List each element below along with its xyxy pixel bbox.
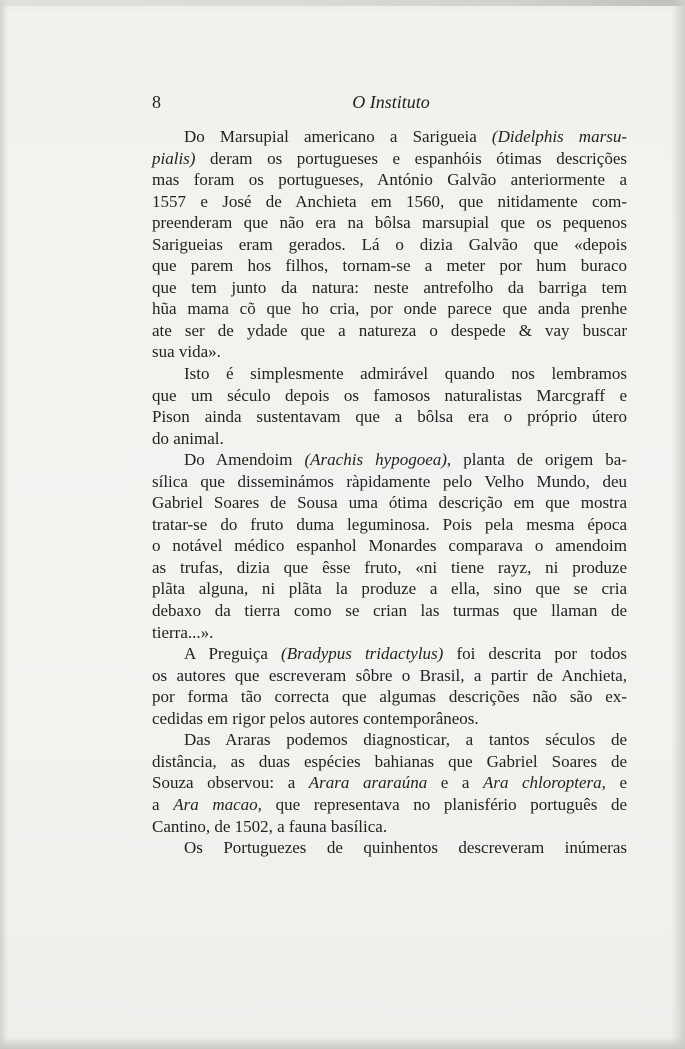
paragraph	[152, 449, 627, 643]
text-run: deram os portugueses e espanhóis ótimas descrições	[195, 148, 627, 168]
text-run: Souza observou: a	[152, 773, 309, 793]
text-run: debaxo da tierra como se crian las turmas que llaman de	[152, 601, 627, 621]
italic-text-run: (Arachis hypogoea)	[304, 450, 447, 470]
text-run: do animal.	[152, 428, 224, 448]
page-number: 8	[152, 92, 161, 112]
text-run: sílica que disseminámos ràpidamente pelo Velho Mundo, deu	[152, 471, 627, 491]
text-line	[152, 126, 627, 148]
text-line	[152, 341, 627, 363]
text-line	[152, 191, 627, 213]
text-run: ate ser de ydade que a natureza o despede & vay buscar	[152, 320, 627, 340]
text-run: que tem junto da natura: neste antrefolho da barriga tem	[152, 277, 627, 297]
text-line	[152, 298, 627, 320]
text-run: Do Marsupial americano a Sarigueia	[184, 127, 492, 146]
text-run: Gabriel Soares de Sousa uma ótima descrição em que mostra	[152, 493, 627, 513]
text-run: plãta alguna, ni plãta la produze a ella, sino que se cria	[152, 579, 627, 599]
italic-text-run: (Didelphis marsu-	[491, 127, 627, 146]
text-line	[152, 148, 627, 170]
text-line	[152, 471, 627, 493]
italic-text-run: Ara chloroptera,	[482, 773, 606, 793]
page-right-edge-shadow	[671, 0, 685, 1049]
text-run: Sarigueias eram gerados. Lá o dizia Galvão que «depois	[152, 234, 627, 254]
italic-text-run: pialis)	[152, 148, 196, 168]
text-line	[152, 385, 627, 407]
text-run: 1557 e José de Anchieta em 1560, que nitidamente com-	[152, 191, 627, 211]
paragraph	[152, 643, 627, 729]
text-line	[152, 729, 627, 751]
text-run: que parem hos filhos, tornam-se a meter por hum buraco	[152, 256, 627, 276]
paragraph	[152, 363, 627, 449]
text-run: , planta de origem ba-	[446, 450, 627, 470]
body-text	[152, 126, 627, 859]
italic-text-run: (Bradypus tridactylus)	[281, 644, 444, 664]
text-run: Os Portuguezes de quinhentos descreveram inúmeras	[184, 838, 627, 858]
text-line	[152, 600, 627, 622]
text-line	[152, 234, 627, 256]
text-line	[152, 578, 627, 600]
page-top-edge-shadow	[0, 0, 685, 6]
text-run: Das Araras podemos diagnosticar, a tantos séculos de	[184, 730, 627, 750]
text-line	[152, 772, 627, 794]
paragraph	[152, 837, 627, 859]
text-line	[152, 622, 627, 644]
text-line	[152, 428, 627, 450]
text-run: as trufas, dizia que êsse fruto, «ni tiene rayz, ni produze	[152, 557, 627, 577]
running-title: O Instituto	[352, 92, 430, 112]
text-line	[152, 794, 627, 816]
text-run: distância, as duas espécies bahianas que Gabriel Soares de	[152, 751, 627, 771]
text-run: os autores que escreveram sôbre o Brasil, a partir de Anchieta,	[152, 665, 627, 685]
text-line	[152, 320, 627, 342]
text-line	[152, 492, 627, 514]
text-run: Pison ainda sustentavam que a bôlsa era o próprio útero	[152, 407, 627, 427]
page-left-edge-shadow	[0, 0, 8, 1049]
text-line	[152, 535, 627, 557]
text-line	[152, 406, 627, 428]
text-run: Do Amendoim	[184, 450, 305, 470]
text-run: a	[152, 794, 174, 814]
text-run: preenderam que não era na bôlsa marsupial que os pequenos	[152, 213, 627, 233]
text-line	[152, 277, 627, 299]
text-run: Isto é simplesmente admirável quando nos lembramos	[184, 364, 627, 384]
page-header	[152, 92, 630, 116]
text-line	[152, 514, 627, 536]
text-run: cedidas em rigor pelos autores contemporâneos.	[152, 708, 479, 728]
paragraph	[152, 729, 627, 837]
text-run: que um século depois os famosos naturalistas Marcgraff e	[152, 385, 627, 405]
text-line	[152, 643, 627, 665]
text-run: e a	[427, 773, 483, 793]
text-line	[152, 169, 627, 191]
text-run: A Preguiça	[184, 644, 282, 664]
text-run: tierra...».	[152, 622, 214, 642]
text-line	[152, 449, 627, 471]
text-run: Cantino, de 1502, a fauna basílica.	[152, 816, 388, 836]
text-run: e	[605, 773, 628, 793]
page-bottom-edge-shadow	[0, 1037, 685, 1049]
text-line	[152, 665, 627, 687]
text-run: sua vida».	[152, 342, 221, 362]
text-line	[152, 837, 627, 859]
text-line	[152, 557, 627, 579]
italic-text-run: Ara macao,	[173, 794, 262, 814]
italic-text-run: Arara araraúna	[308, 773, 428, 793]
text-line	[152, 816, 627, 838]
text-line	[152, 212, 627, 234]
text-run: por forma tão correcta que algumas descrições não são ex-	[152, 687, 627, 707]
text-run: foi descrita por todos	[443, 644, 627, 664]
text-run: tratar-se do fruto duma leguminosa. Pois pela mesma época	[152, 514, 627, 534]
text-line	[152, 751, 627, 773]
text-line	[152, 686, 627, 708]
text-line	[152, 255, 627, 277]
text-run: que representava no planisfério português de	[261, 794, 627, 814]
text-run: hũa mama cõ que ho cria, por onde parece que anda prenhe	[152, 299, 627, 319]
text-line	[152, 708, 627, 730]
paragraph	[152, 126, 627, 363]
text-run: o notável médico espanhol Monardes comparava o amendoim	[152, 536, 627, 556]
text-run: mas foram os portugueses, António Galvão anteriormente a	[152, 170, 627, 190]
text-line	[152, 363, 627, 385]
